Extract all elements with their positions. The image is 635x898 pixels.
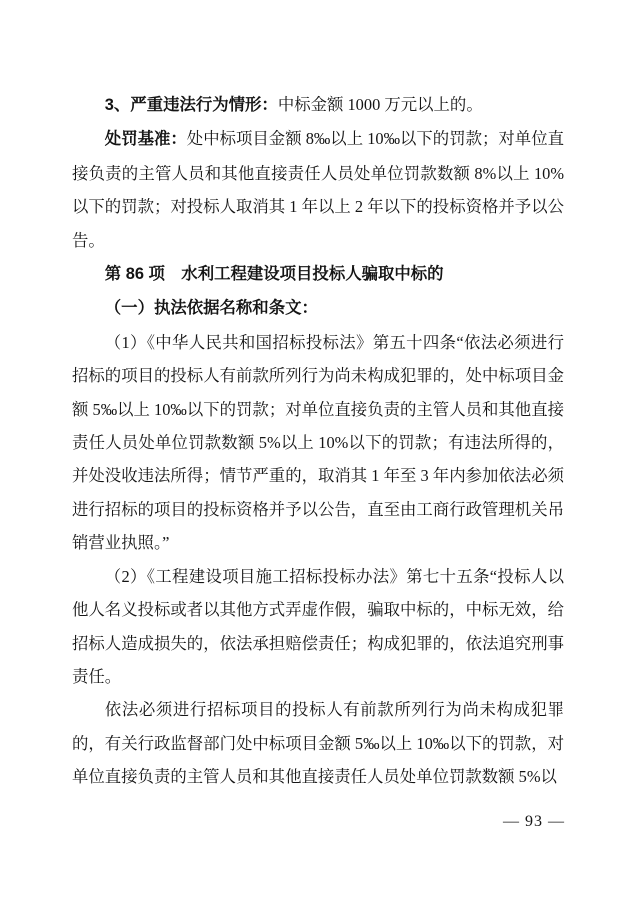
legal-basis-item-2-text: （2）《工程建设项目施工招标投标办法》第七十五条“投标人以他人名义投标或者以其他方式弄虚作假，骗取中标的，中标无效，给招标人造成损失的，依法承担赔偿责任；构成犯罪的，依法追究刑事责任。 xyxy=(72,566,564,686)
penalty-standard-label: 处罚基准： xyxy=(104,130,187,149)
item-86-heading xyxy=(72,257,564,291)
legal-basis-section-heading xyxy=(72,291,564,325)
severe-violation-clause xyxy=(72,88,564,122)
legal-basis-item-1-text: （1）《中华人民共和国招标投标法》第五十四条“依法必须进行招标的项目的投标人有前款所列行为尚未构成犯罪的，处中标项目金额 5‰以上 10‰以下的罚款；对单位直接负责的主管人员和其他直接责任人员处单位罚款数额 5%以上 10%以下的罚款；有违法所得的，并处没收违法所得；情节严重的，取消其 1 年至 3 年内参加依法必须进行招标的项目的投标资格并予以公告，直至由工商行政管理机关吊销营业执照。” xyxy=(72,332,564,553)
legal-basis-item-1-paragraph xyxy=(72,326,564,560)
legal-basis-item-2-continuation-text: 依法必须进行招标项目的投标人有前款所列行为尚未构成犯罪的，有关行政监督部门处中标项目金额 5‰以上 10‰以下的罚款，对单位直接负责的主管人员和其他直接责任人员处单位罚款数额 5%以 xyxy=(72,700,564,787)
legal-basis-section-heading-text: （一）执法依据名称和条文： xyxy=(104,299,318,318)
document-body xyxy=(72,88,564,794)
legal-basis-item-2-paragraph xyxy=(72,560,564,694)
severe-violation-text: 中标金额 1000 万元以上的。 xyxy=(277,95,483,114)
legal-basis-item-2-continuation-paragraph xyxy=(72,693,564,793)
item-86-heading-text: 第 86 项 水利工程建设项目投标人骗取中标的 xyxy=(104,265,444,284)
severe-violation-label: 3、严重违法行为情形： xyxy=(104,96,278,114)
page-number: — 93 — xyxy=(503,813,565,830)
penalty-standard-paragraph xyxy=(72,122,564,257)
penalty-standard-text: 处中标项目金额 8‰以上 10‰以下的罚款；对单位直接负责的主管人员和其他直接责任人员处单位罚款数额 8%以上 10%以下的罚款；对投标人取消其 1 年以上 2 年以下的投标资格并予以公告。 xyxy=(72,129,564,250)
